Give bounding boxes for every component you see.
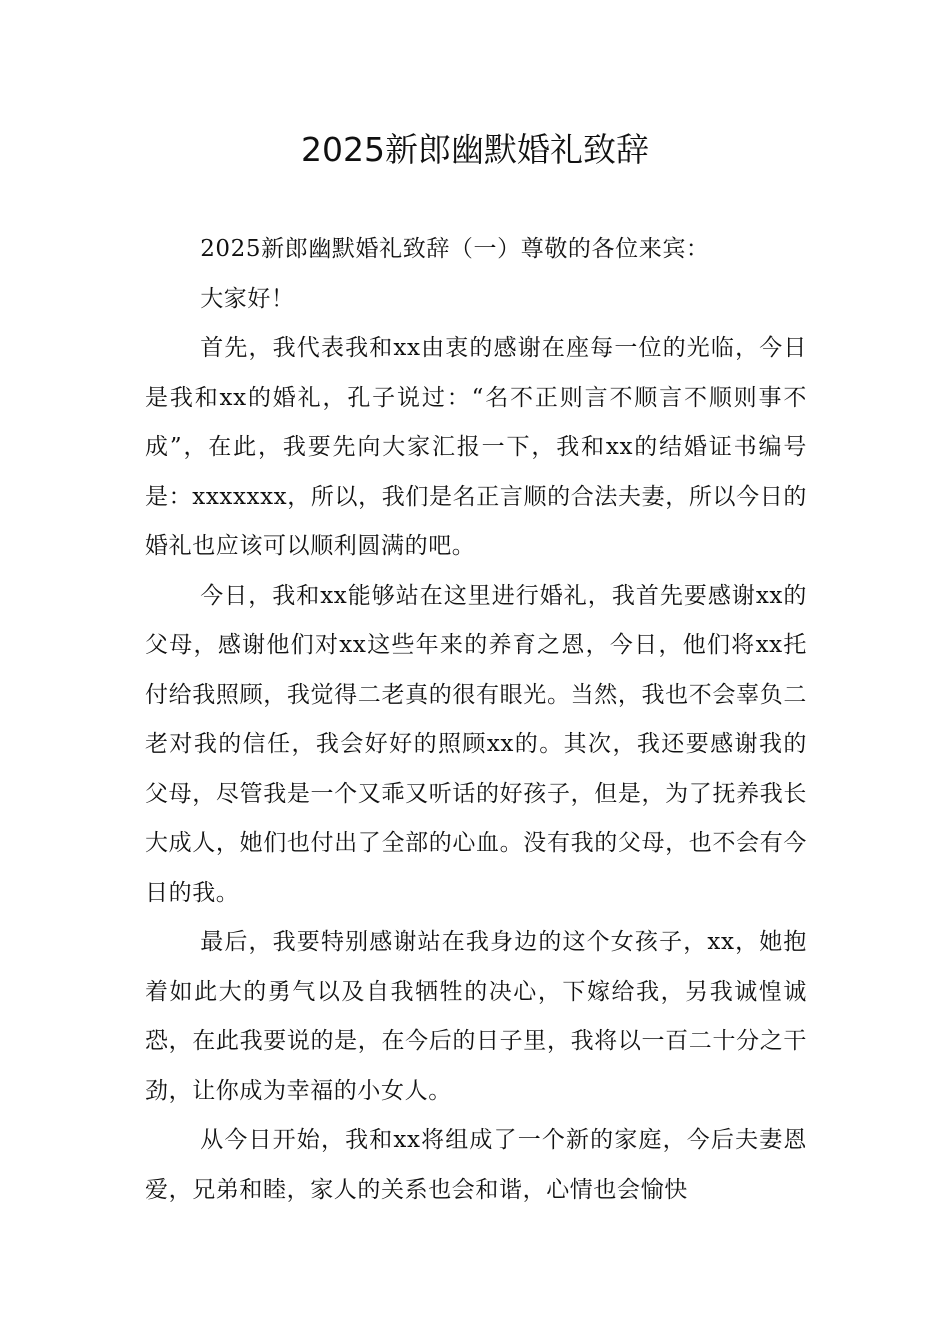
document-title: 2025新郎幽默婚礼致辞 [301, 130, 649, 169]
paragraph-thanks-guests: 首先，我代表我和xx由衷的感谢在座每一位的光临，今日是我和xx的婚礼，孔子说过：“名不正则言不顺言不顺则事不成”，在此，我要先向大家汇报一下，我和xx的结婚证书编号是：xxxxxxx，所以，我们是名正言顺的合法夫妻，所以今日的婚礼也应该可以顺利圆满的吧。 [145, 335, 807, 559]
document-body [145, 225, 807, 1215]
paragraph-salutation: 2025新郎幽默婚礼致辞（一）尊敬的各位来宾： [200, 236, 710, 262]
paragraph-thanks-bride: 最后，我要特别感谢站在我身边的这个女孩子，xx，她抱着如此大的勇气以及自我牺牲的决心，下嫁给我，另我诚惶诚恐，在此我要说的是，在今后的日子里，我将以一百二十分之干劲，让你成为幸福的小女人。 [145, 929, 807, 1104]
paragraph-new-family: 从今日开始，我和xx将组成了一个新的家庭，今后夫妻恩爱，兄弟和睦，家人的关系也会和谐，心情也会愉快 [145, 1127, 807, 1203]
paragraph-greeting: 大家好！ [200, 285, 295, 312]
paragraph-thanks-parents: 今日，我和xx能够站在这里进行婚礼，我首先要感谢xx的父母，感谢他们对xx这些年来的养育之恩，今日，他们将xx托付给我照顾，我觉得二老真的很有眼光。当然，我也不会辜负二老对我的信任，我会好好的照顾xx的。其次，我还要感谢我的父母，尽管我是一个又乖又听话的好孩子，但是，为了抚养我长大成人，她们也付出了全部的心血。没有我的父母，也不会有今日的我。 [145, 582, 807, 906]
